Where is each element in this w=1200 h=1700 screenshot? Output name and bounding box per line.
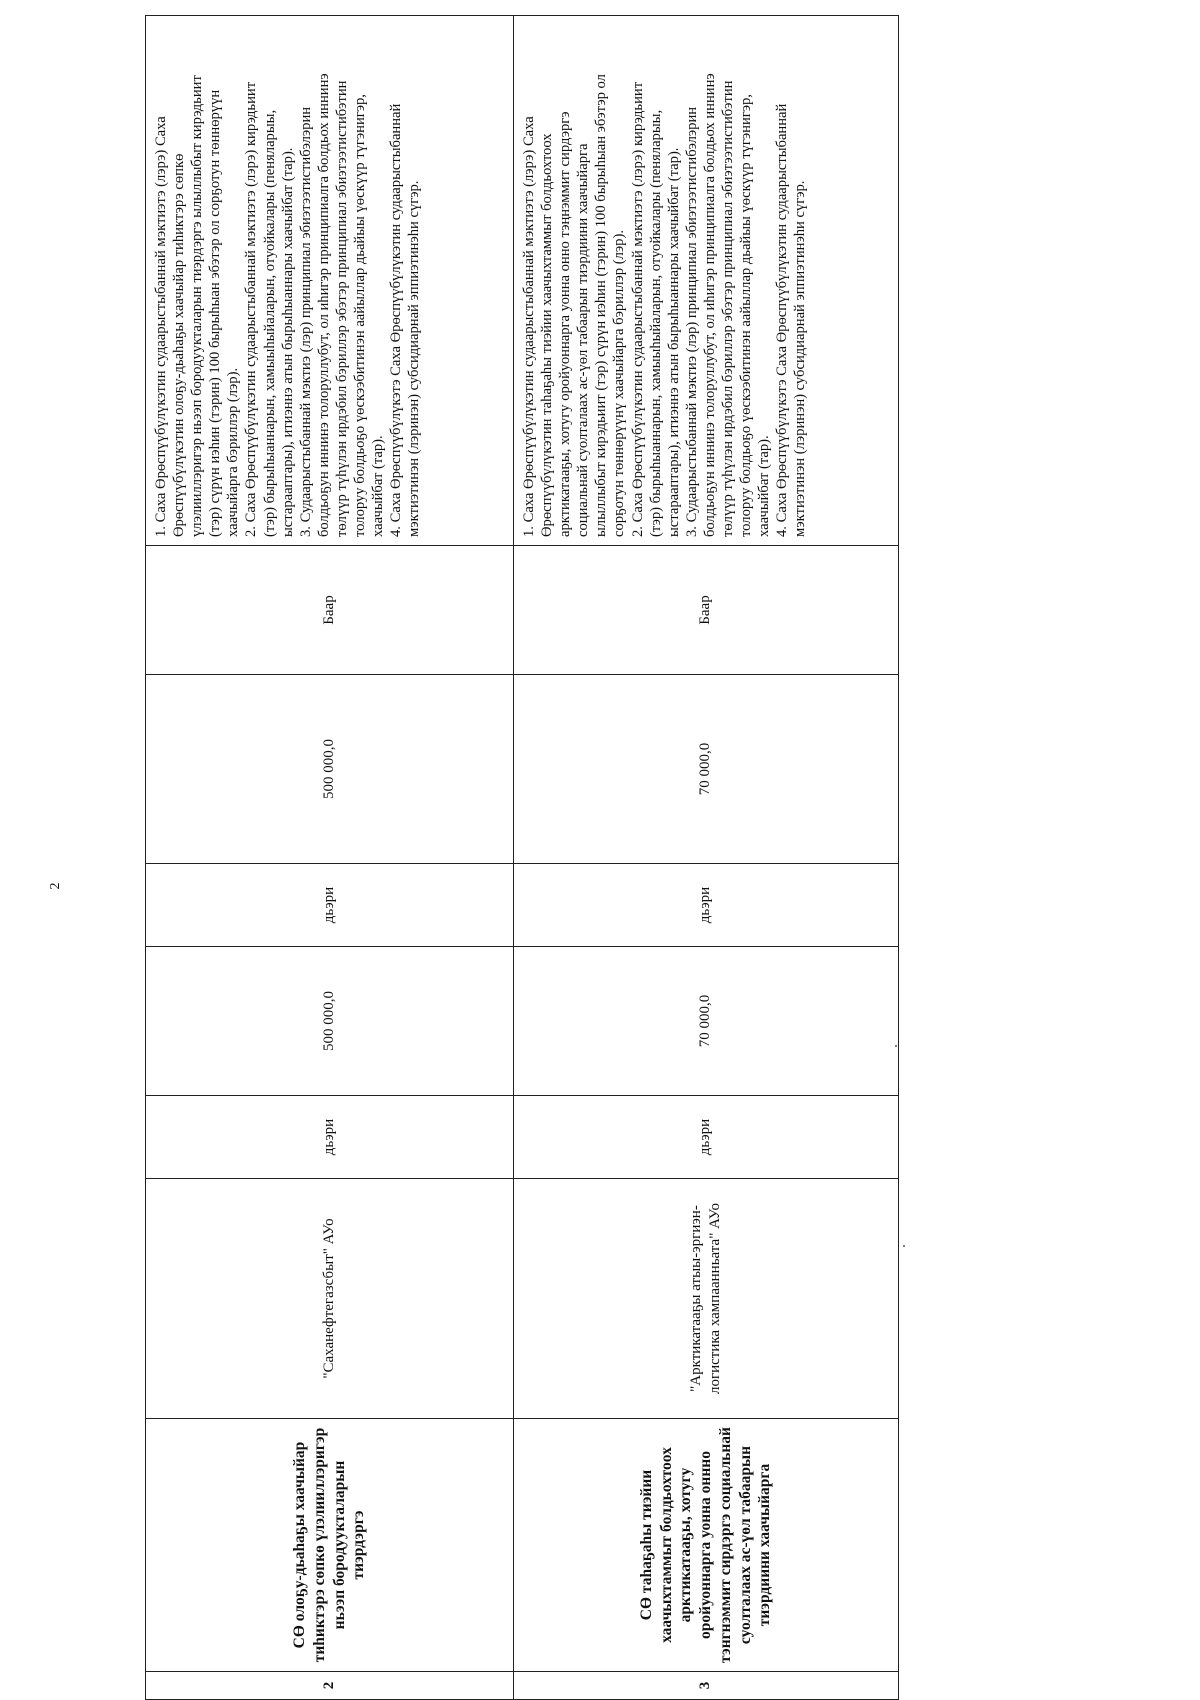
condition-line: хаачыйбат (тар). xyxy=(756,435,773,537)
organization-cell: "Саханефтегазсбыт" АУо xyxy=(146,1179,514,1419)
condition-line: мэктиэтинэн (лэринэн) субсидиарнай эппиэтинэһи сүгэр. xyxy=(406,180,423,537)
unit-cell: дьэри xyxy=(146,1096,514,1179)
condition-line: арктикатааҕы, хотугу оройуоннарга уонна онно тэңнэммит сирдэргэ xyxy=(557,111,574,537)
condition-line: 3. Судаарыстыбаннай мэктиэ (лэр) принципиал эбиэтээтистибэлэрин xyxy=(683,106,700,537)
condition-line: мэктиэтинэн (лэринэн) субсидиарнай эппиэтинэһи сүгэр. xyxy=(792,180,809,537)
condition-line: толоруу болдьоҕо үөскээбитинэн аайыллар дьайыы үөскүүр түгэнигэр, xyxy=(738,94,755,537)
amount-cell: 70 000,0 xyxy=(514,947,899,1096)
condition-line: ыстарааптары), итиэннэ атын бырыһыаннары хаачыйбат (тар). xyxy=(279,147,296,537)
amount-cell: 500 000,0 xyxy=(146,675,514,864)
status-cell: Баар xyxy=(146,546,514,675)
purpose-cell: СӨ олоҕу-дьаһаҕы хаачыйар тиһиктэрэ сөпкө үлэлииллэригэр ньээп бородуукталарын тиэрдэргэ xyxy=(146,1419,514,1672)
condition-line: үлэлииллэригэр ньээп бородуукталарын тиэрдэргэ ылыллыбыт кирэдьиит xyxy=(189,75,206,537)
condition-line: ылыллыбыт кирэдьиит (тэр) сүрүн иэһин (тэрин) 100 бырыһыан эбэтэр ол xyxy=(593,74,610,537)
amount-cell: 70 000,0 xyxy=(514,675,899,864)
table-row xyxy=(146,16,514,1700)
condition-line: толоруу болдьоҕо үөскээбитинэн аайыллар дьайыы үөскүүр түгэнигэр, xyxy=(352,94,369,537)
page-number: 2 xyxy=(48,882,63,890)
condition-line: 4. Саха Өрөспүүбүлүкэтэ Саха Өрөспүүбүлүкэтин судаарыстыбаннай xyxy=(388,103,405,537)
condition-line: (тэр) сүрүн иэһин (тэрин) 100 бырыһыан эбэтэр ол сорҕотун төннөрүүн xyxy=(207,89,224,537)
scan-speck xyxy=(903,1245,905,1247)
condition-line: социальнай суолталаах ас-үөл табаарын тиэрдиини хаачыйарга xyxy=(575,143,592,537)
table-row xyxy=(514,16,899,1700)
condition-line: сорҕотун төннөрүүнү хаачыйарга бэриллэр (лэр). xyxy=(611,230,628,537)
purpose-cell: СӨ таһаҕаһы тиэйии хаачыхтаммыт болдьохтоох арктикатааҕы, хотугу оройуоннарга уонна оннно тэнгнэммит сирдэргэ социальнай суолталаах ас-үөл табаарын тиэрдиини хаачыйарга xyxy=(514,1419,899,1672)
rotated-table-container xyxy=(145,73,898,1700)
conditions-cell xyxy=(514,16,899,546)
condition-line: Өрөспүүбүлүкэтин таһаҕаһы тиэйии хаачыхтаммыт болдьохтоох xyxy=(539,133,556,537)
amount-cell: 500 000,0 xyxy=(146,947,514,1096)
condition-line: 2. Саха Өрөспүүбүлүкэтин судаарыстыбаннай мэктиэтэ (лэрэ) кирэдьиит xyxy=(243,81,260,537)
row-number: 3 xyxy=(514,1672,899,1700)
condition-line: 1. Саха Өрөспүүбүлүкэтин судаарыстыбаннай мэктиэтэ (лэрэ) Саха xyxy=(521,116,537,537)
condition-line: хаачыйарга бэриллэр (лэр). xyxy=(225,367,242,537)
condition-line: (тэр) бырыһыаннарын, хамыыһыйаларын, отуойкалары (пеняларыы, xyxy=(647,109,664,537)
condition-line: ыстарааптары), итиэннэ атын бырыһыаннары хаачыйбат (тар). xyxy=(665,147,682,537)
condition-line: 4. Саха Өрөспүүбүлүкэтэ Саха Өрөспүүбүлүкэтин судаарыстыбаннай xyxy=(774,103,791,537)
unit-cell: дьэри xyxy=(146,864,514,947)
unit-cell: дьэри xyxy=(514,1096,899,1179)
condition-line: болдьоҕун иннинэ толоруллубут, ол иһигэр принципиалга болдьох иннинэ xyxy=(315,73,332,537)
unit-cell: дьэри xyxy=(514,864,899,947)
condition-line: төлүүр түһүлэн ирдэбил бэриллэр эбэтэр принципиал эбиэтээтистибэтин xyxy=(720,80,737,537)
conditions-cell xyxy=(146,16,514,546)
condition-line: 3. Судаарыстыбаннай мэктиэ (лэр) принципиал эбиэтээтистибэлэрин xyxy=(297,106,314,537)
status-cell: Баар xyxy=(514,546,899,675)
condition-line: Өрөспүүбүлүкэтин олоҕу-дьаһаҕы хаачыйар тиһиктэрэ сөпкө xyxy=(171,153,188,537)
condition-line: хаачыйбат (тар). xyxy=(370,435,387,537)
row-number: 2 xyxy=(146,1672,514,1700)
organization-cell: "Арктикатааҕы атыы-эргиэн-логистика хампаанньата" АУо xyxy=(514,1179,899,1419)
condition-line: 1. Саха Өрөспүүбүлүкэтин судаарыстыбаннай мэктиэтэ (лэрэ) Саха xyxy=(153,116,169,537)
condition-line: 2. Саха Өрөспүүбүлүкэтин судаарыстыбаннай мэктиэтэ (лэрэ) кирэдьиит xyxy=(629,81,646,537)
condition-line: (тэр) бырыһыаннарын, хамыыһыйаларын, отуойкалары (пеняларыы, xyxy=(261,109,278,537)
condition-line: болдьоҕун иннинэ толоруллубут, ол иһигэр принципиалга болдьох иннинэ xyxy=(701,73,718,537)
guarantee-table xyxy=(145,15,899,1700)
condition-line: төлүүр түһүлэн ирдэбил бэриллэр эбэтэр принципиал эбиэтээтистибэтин xyxy=(333,80,350,537)
